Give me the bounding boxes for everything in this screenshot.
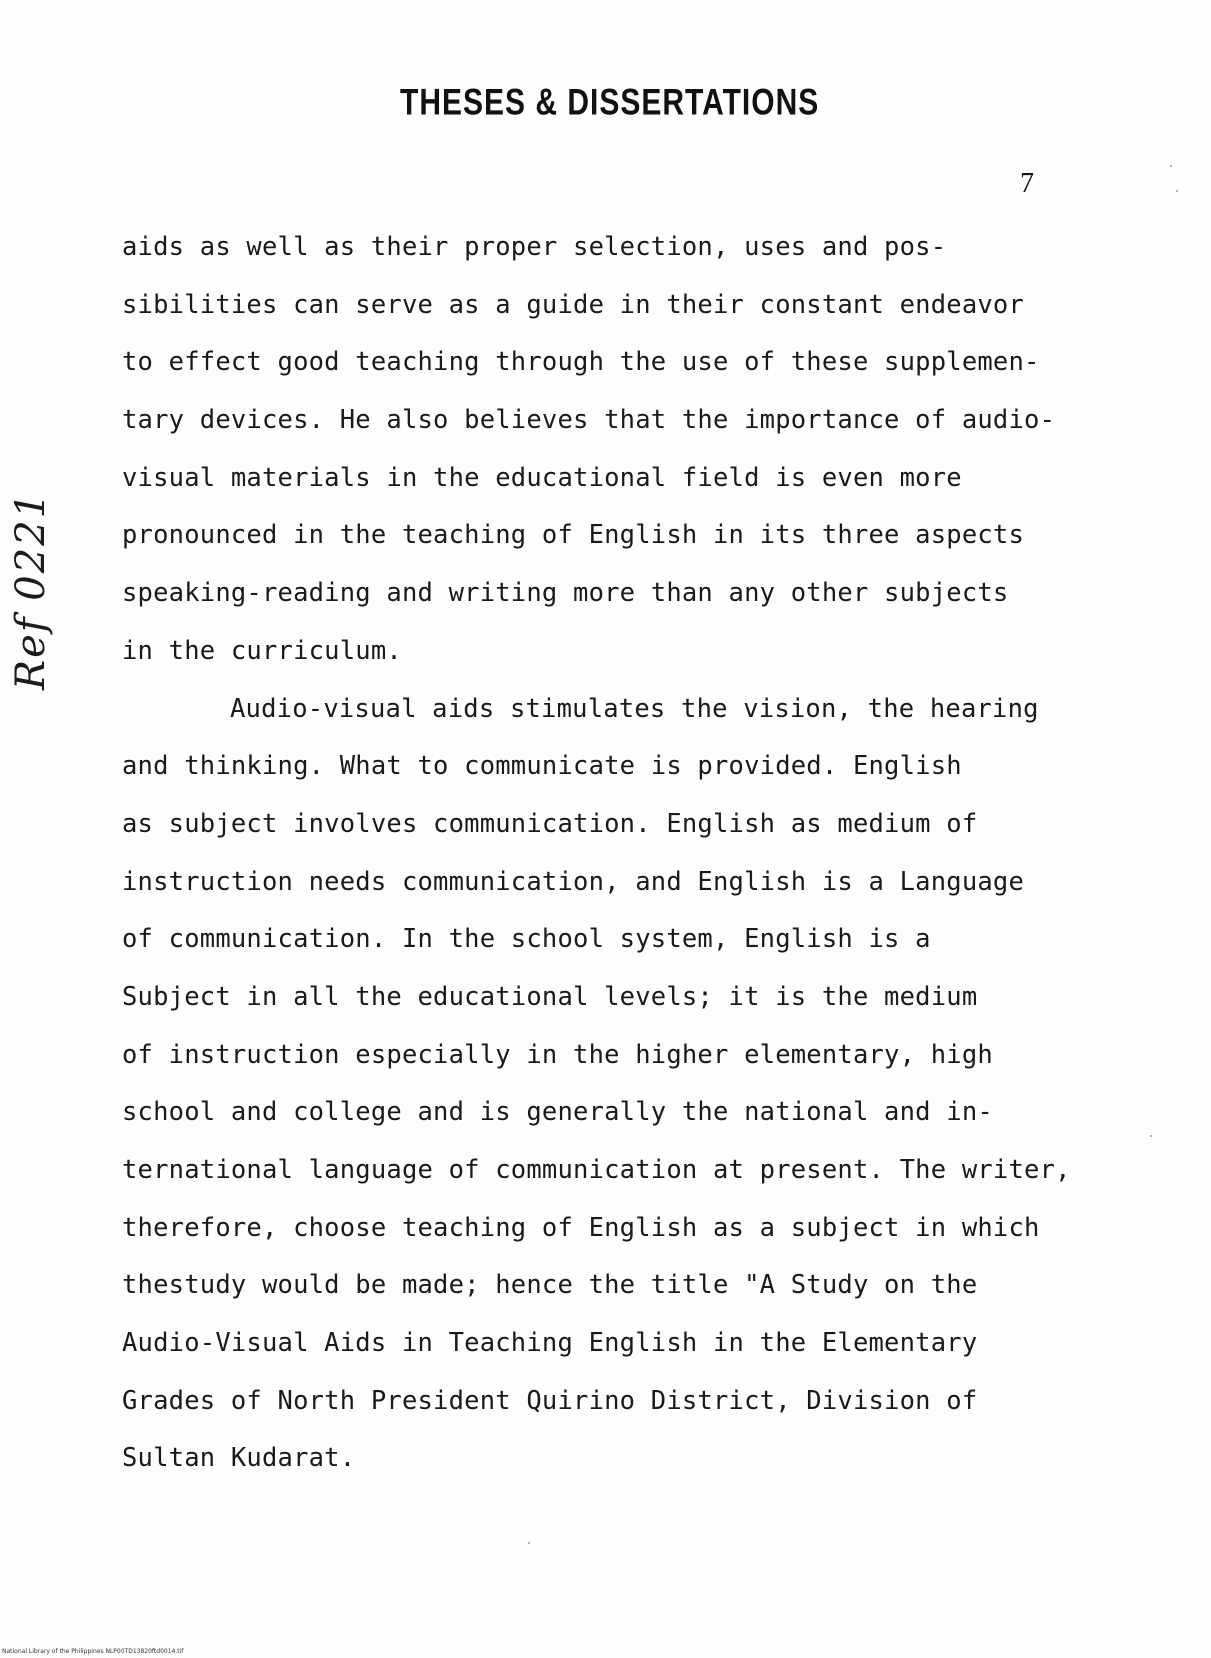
body-text	[122, 233, 1122, 1502]
text-line: Audio-Visual Aids in Teaching English in the Elementary	[122, 1328, 978, 1359]
text-line: Sultan Kudarat.	[122, 1443, 356, 1474]
text-line: tary devices. He also believes that the importance of audio-	[122, 405, 1056, 436]
text-line: Grades of North President Quirino District, Division of	[122, 1385, 978, 1416]
text-line: as subject involves communication. English as medium of	[122, 808, 978, 839]
text-line: aids as well as their proper selection, uses and pos-	[122, 232, 947, 262]
text-line: of instruction especially in the higher elementary, high	[122, 1039, 993, 1070]
text-line: and thinking. What to communicate is provided. English	[122, 751, 962, 782]
text-line: thestudy would be made; hence the title "A Study on the	[122, 1270, 978, 1301]
theses-dissertations-stamp: THESES & DISSERTATIONS	[400, 82, 820, 124]
text-line: Subject in all the educational levels; it is the medium	[122, 981, 978, 1012]
text-line: of communication. In the school system, English is a	[122, 924, 931, 955]
scan-credit: National Library of the Philippines NLP00TD13820ftd0014.tif	[2, 1648, 184, 1655]
text-line: sibilities can serve as a guide in their constant endeavor	[122, 289, 1025, 320]
scan-speck	[1170, 165, 1172, 167]
page-number: 7	[1020, 168, 1034, 199]
text-line: therefore, choose teaching of English as a subject in which	[122, 1212, 1040, 1243]
text-line: school and college and is generally the national and in-	[122, 1097, 993, 1128]
paragraph-start-line: Audio-visual aids stimulates the vision, the hearing	[230, 693, 1039, 724]
text-line: visual materials in the educational field is even more	[122, 462, 962, 493]
text-line: in the curriculum.	[122, 635, 402, 666]
text-line: pronounced in the teaching of English in its three aspects	[122, 520, 1025, 551]
text-line: ternational language of communication at present. The writer,	[122, 1155, 1071, 1185]
handwritten-margin-note: Ref 0221	[8, 490, 54, 690]
scan-speck	[528, 1542, 530, 1544]
scan-speck	[1176, 190, 1178, 192]
text-line: instruction needs communication, and English is a Language	[122, 866, 1025, 897]
scan-speck	[1150, 1135, 1152, 1137]
text-line: speaking-reading and writing more than any other subjects	[122, 578, 1009, 609]
text-line: to effect good teaching through the use of these supplemen-	[122, 347, 1040, 378]
